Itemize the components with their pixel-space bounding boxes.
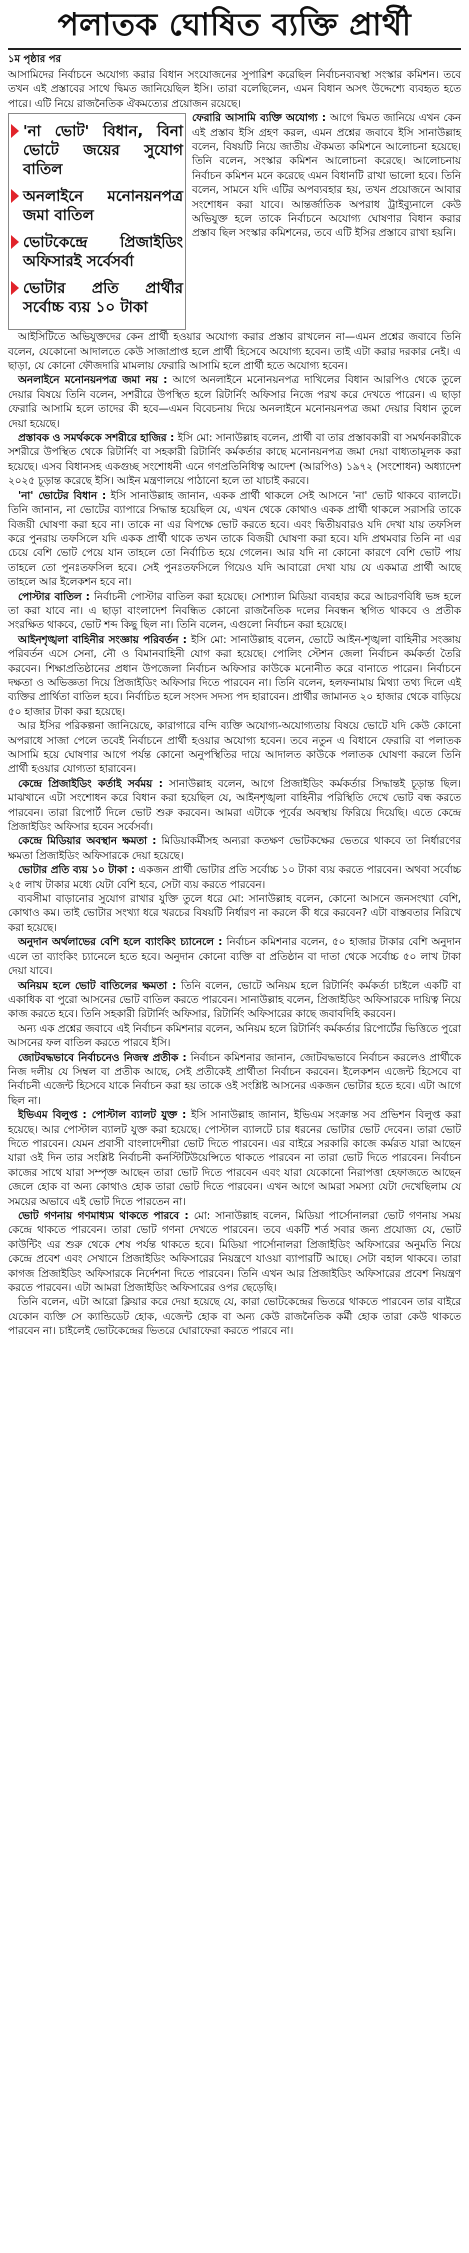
subheading: অনিয়ম হলে ভোট বাতিলের ক্ষমতা :: [18, 979, 177, 992]
highlights-box: [8, 113, 186, 330]
intro-paragraph: আসামিদের নির্বাচনে অযোগ্য করার বিধান সংযোজনের সুপারিশ করেছিল নির্বাচনব্যবস্থা সংস্কার কমিশন। তবে তখন এই প্রস্তাবের সাথে দ্বিমত জানিয়েছিল ইসি। তারা বলেছিলেন, এমন বিধান অসৎ উদ্দেশ্যে ব্যবহৃত হতে পারে। এটি নিয়ে রাজনৈতিক ঐকমত্যের প্রয়োজন রয়েছে।: [8, 69, 461, 110]
continuation-label: ১ম পৃষ্ঠার পর: [8, 54, 61, 65]
subheading: কেন্দ্রে মিডিয়ার অবস্থান ক্ষমতা :: [18, 835, 157, 848]
paragraph-text: একজন প্রার্থী ভোটার প্রতি সর্বোচ্চ ১০ টাকা ব্যয় করতে পারবেন। অথবা সর্বোচ্চ ২৫ লাখ টাকার মধ্যে যেটা বেশি হবে, সেটা ব্যয় করতে পারবেন।: [8, 864, 461, 891]
paragraph: [8, 1051, 461, 1109]
subheading: 'না' ভোটের বিধান :: [18, 489, 107, 502]
highlight-item: ভোটার প্রতি প্রার্থীর সর্বোচ্চ ব্যয় ১০ টাকা: [9, 279, 183, 317]
paragraph: [8, 633, 461, 719]
article-body: [8, 68, 461, 1339]
highlight-item: অনলাইনে মনোনয়নপত্র জমা বাতিল: [9, 187, 183, 225]
paragraph-text: ব্যবসীমা বাড়ানোর সুযোগ রাখার যুক্তি তুলে ধরে মো: সানাউল্লাহ বলেন, কোনো আসনে জনসংখ্যা বেশি, কোথাও কম। তাই ভোটার সংখ্যা ধরে খরচের বিষয়টি নির্ধারণ না করলে কী ধরে করবেন? এটা বাস্তবতার নিরিখে করা হয়েছে।: [8, 893, 461, 934]
subheading: ভোট গণনায় গণমাধ্যম থাকতে পারবে :: [18, 1210, 189, 1222]
triangle-bullet-icon: [11, 189, 19, 203]
paragraph: [8, 590, 461, 633]
side-paragraph: [192, 111, 461, 330]
highlight-item: 'না ভোট' বিধান, বিনা ভোটে জয়ের সুযোগ বাতিল: [9, 122, 183, 179]
triangle-bullet-icon: [11, 281, 19, 295]
paragraph: [8, 1108, 461, 1209]
paragraph: [8, 892, 461, 935]
paragraph: [8, 979, 461, 1022]
paragraph: [8, 1295, 461, 1338]
paragraph-text: নির্বাচন কমিশনার জানান, জোটবদ্ধভাবে নির্বাচন করলেও প্রার্থীকে নিজ দলীয় যে সিম্বল বা প্রতীক আছে, সেই প্রতীকেই প্রার্থীতা নির্বাচন করবেন। ইলেকশন এজেন্ট হিসেবে বা নির্বাচনী এজেন্ট হিসেবে যাকে নির্বাচন করা হয় তাকে ওই সংশ্লিষ্ট আসনের একজন ভোটার হতে হবে। এটা আগে ছিল না।: [8, 1051, 461, 1107]
subheading: অনুদান অর্থলাভের বেশি হলে ব্যাংকিং চ্যানেলে :: [18, 936, 223, 949]
paragraph-text: আগে দ্বিমত জানিয়ে এখন কেন এই প্রস্তাব ইসি গ্রহণ করল, এমন প্রশ্নের জবাবে ইসি সানাউল্লাহ বলেন, বিষয়টি নিয়ে জাতীয় ঐকমত্য কমিশনে আলোচনা হয়েছে। তিনি বলেন, সংস্কার কমিশন আলোচনা করেছে। আলোচনায় নির্বাচন কমিশন মনে করেছে এমন বিধানটি রাখা ভালো হবে। তিনি বলেন, সামনে যদি এটির অপব্যবহার হয়, তখন প্রয়োজনে আবার সংশোধন করা যাবে। আন্তর্জাতিক অপরাধ ট্রাইব্যুনালে কেউ অভিযুক্ত হলে তাকে নির্বাচনে অযোগ্য ঘোষণার বিধান করার প্রস্তাব ছিল সংস্কার কমিশনের, তবে এটি ইসির প্রস্তাবে রাখা হয়নি।: [192, 112, 461, 240]
paragraph-text: আর ইসির পরিকল্পনা জানিয়েছে, কারাগারে বন্দি ব্যক্তি অযোগ্য-অযোগ্যতায় বিষয়ে ভোটে যদি কেউ কোনো অপরাধে সাজা পেলে তবেই নির্বাচনে প্রার্থী হওয়ার অযোগ্য হবেন। তবে নতুন এ বিধানে ফেরারি বা পলাতক আসামি হয়ে ঘোষণার আগে পর্যন্ত কোনো অনুপস্থিতির দায়ে আদালত কাউকে পলাতক ঘোষণা করলে তিনি প্রার্থী হওয়ার যোগ্যতা হারাবেন।: [8, 720, 461, 776]
paragraph-text: আইসিটিতে অভিযুক্তদের কেন প্রার্থী হওয়ার অযোগ্য করার প্রস্তাব রাখলেন না—এমন প্রশ্নের জবাবে তিনি বলেন, যেকোনো আদালতে কেউ সাজাপ্রাপ্ত হলে প্রার্থী হিসেবে অযোগ্য হবেন। তাই এটা করার দরকার নেই। এ ছাড়া, যে কোনো ফৌজদারি মামলায় ফেরারি আসামি হলে প্রার্থী হতে অযোগ্য হবেন।: [8, 331, 461, 373]
paragraph-text: মিডিয়াকর্মীসহ অন্যরা কতক্ষণ ভোটকক্ষের ভেতরে থাকবে তা নির্ধারণের ক্ষমতা প্রিজাইডিং অফিসারকে দেয়া হয়েছে।: [8, 835, 462, 862]
paragraph: [8, 1022, 461, 1051]
paragraph-text: আগে অনলাইনে মনোনয়নপত্র দাখিলের বিধান আরপিও থেকে তুলে দেয়ার বিষয়ে তিনি বলেন, সশরীরে উপস্থিত হলে রিটার্নিং অফিসার নিজে পরখ করে দেখতে পারেন। এ ছাড়া ফেরারি আসামি হলে তাদের কী হবে—এমন বিবেচনায় দিয়ে অনলাইনে মনোনয়নপত্র জমা দেয়ার বিধান তুলে দেয়া হয়েছে।: [8, 374, 461, 430]
paragraph-text: মো: সানাউল্লাহ বলেন, মিডিয়া পার্সোনালরা ভোট গণনায় সময় কেন্দ্রে থাকতে পারবেন। তারা ভোট গণনা দেখতে পারবেন। তবে একটি শর্ত সবার জন্য প্রযোজ্য যে, ভোট কাউন্টিং এর শুরু থেকে শেষ পর্যন্ত থাকতে হবে। মিডিয়া পার্সোনালরা প্রিজাইডিং অফিসারের অনুমতি নিয়ে কেন্দ্রে প্রবেশ এবং সেখানে প্রিজাইডিং অফিসারের নিয়ন্ত্রণে যাওয়া ব্যাপারটি আছে। সেটা বহাল থাকবে। তারা কাগজ প্রিজাইডিং অফিসারকে নির্দেশনা দিতে পারবেন। তিনি এখন আর প্রিজাইডিং অফিসারের প্রবেশ নিয়ন্ত্রণ করতে পারবেন। এটা আমরা প্রিজাইডিং অফিসারের ওপর ছেড়েছি।: [8, 1210, 461, 1295]
triangle-bullet-icon: [11, 124, 19, 138]
paragraph: [8, 373, 461, 431]
paragraph: [8, 431, 461, 489]
subheading: পোস্টার বাতিল :: [18, 590, 90, 603]
paragraph: [8, 777, 461, 835]
paragraph-text: অন্য এক প্রশ্নের জবাবে এই নির্বাচন কমিশনার বলেন, অনিয়ম হলে রিটার্নিং কর্মকর্তার রিপোর্টের ভিত্তিতে পুরো আসনের ফল বাতিল করতে পারবে ইসি।: [8, 1022, 461, 1050]
headline: পলাতক ঘোষিত ব্যক্তি প্রার্থী: [57, 7, 412, 43]
subheading: ভোটার প্রতি ব্যয় ১০ টাকা :: [18, 864, 136, 877]
paragraph: [8, 863, 461, 892]
subheading: ফেরারি আসামি ব্যক্তি অযোগ্য :: [192, 112, 327, 125]
highlight-item: ভোটকেন্দ্রে প্রিজাইডিং অফিসারই সর্বেসর্বা: [9, 233, 183, 271]
paragraph: [8, 489, 461, 590]
paragraph-text: ইসি মো: সানাউল্লাহ বলেন, প্রার্থী বা তার প্রস্তাবকারী বা সমর্থনকারীকে সশরীরে উপস্থিত থেকে রিটার্নিং বা সহকারী রিটার্নিং কর্মকর্তার কাছে মনোনয়নপত্র জমা দেয়া বাধ্যতামূলক করা হয়েছে। এসব বিধানসহ একগুচ্ছ সংশোধনী এনে গণপ্রতিনিধিত্ব আদেশ (আরপিও) ১৯৭২ (সংশোধন) অধ্যাদেশ ২০২৫ চূড়ান্ত করেছে ইসি। আইন মন্ত্রণালয়ে পাঠানো হলে তা যাচাই করবে।: [8, 432, 462, 488]
paragraph-text: তিনি বলেন, ভোটে অনিয়ম হলে রিটার্নিং কর্মকর্তা চাইলে একটি বা একাধিক বা পুরো আসনের ভোট বাতিল করতে পারবেন। সানাউল্লাহ বলেন, প্রিজাইডিং অফিসারকে দায়িত্ব নিয়ে কাজ করতে হবে। তিনি সহকারী রিটার্নিং অফিসার, রিটার্নিং অফিসারের কাছে জবাবদিহি করবেন।: [8, 979, 462, 1021]
paragraph: [8, 1209, 461, 1295]
paragraph: [8, 719, 461, 777]
subheading: কেন্দ্রে প্রিজাইডিং কর্তাই সর্বময় :: [18, 777, 163, 790]
triangle-bullet-icon: [11, 235, 19, 249]
article-page: [0, 6, 469, 2253]
paragraph-text: ইসি সানাউল্লাহ জানান, ইভিএম সংক্রান্ত সব প্রভিশন বিলুপ্ত করা হয়েছে। আর পোস্টাল ব্যালট যুক্ত করা হয়েছে। পোস্টাল ব্যালটে চার ধরনের ভোটার ভোট দেবেন। তারা ভোট দিতে পারবেন। যেমন প্রবাসী বাংলাদেশীরা ভোট দিতে পারবেন। এর বাইরে সরকারি কাজে কর্মরত যারা আছেন যারা ওই দিন তার সংশ্লিষ্ট নির্বাচনী কনস্টিটিউয়েন্সিতে থাকতে পারবেন না তারা ভোট দিতে পারবেন। নির্বাচন কাজের সাথে যারা সম্পৃক্ত আছেন তারা ভোট দিতে পারবেন এবং যারা যেকোনো নিরাপত্তা হেফাজতে আছেন জেলে হোক বা অন্য কোথাও হোক তারা ভোট দিতে পারবেন। এখন আগে আমরা সমস্যা যেটা দেখেছিলাম যে সময়ের অভাবে এই ভোট দিতে পারতেন না।: [8, 1109, 461, 1208]
subheading: ইভিএম বিলুপ্ত : পোস্টাল ব্যালট যুক্ত :: [18, 1109, 187, 1122]
paragraph-text: নির্বাচনী পোস্টার বাতিল করা হয়েছে। সোশ্যাল মিডিয়া ব্যবহার করে আচরণবিধি ভঙ্গ হলে তা করা যাবে না। এ ছাড়া বাংলাদেশ নিবন্ধিত কোনো রাজনৈতিক দলের নিবন্ধন স্থগিত থাকবে ও প্রতীক সংরক্ষিত থাকবে, ভোট শব্দ কিছু ছিল না। তিনি বলেন, এগুলো নির্বাচন করা হয়েছে।: [8, 590, 462, 632]
paragraph: [8, 330, 461, 373]
paragraph-text: সানাউল্লাহ বলেন, আগে প্রিজাইডিং কর্মকর্তার সিদ্ধান্তই চূড়ান্ত ছিল। মাঝখানে এটা সংশোধন করে বিধান করা হয়েছিল যে, আইনশৃঙ্খলা বাহিনীর পরিস্থিতি দেখে ভোট বন্ধ করতে পারবেন। তারা রিপোর্ট দিলে ভোট শুরু করবেন। আমরা এটাকে পূর্বের অবস্থায় ফিরিয়ে দিয়েছি। এতে কেন্দ্রে প্রিজাইডিং অফিসার হবেন সর্বেসর্বা।: [8, 777, 461, 834]
subheading: অনলাইনে মনোনয়নপত্র জমা নয় :: [18, 374, 168, 387]
subheading: আইনশৃঙ্খলা বাহিনীর সংজ্ঞায় পরিবর্তন :: [18, 633, 187, 646]
paragraph-text: ইসি সানাউল্লাহ জানান, একক প্রার্থী থাকলে সেই আসনে 'না' ভোট থাকবে ব্যালটে। তিনি জানান, না ভোটের ব্যাপারে সিদ্ধান্ত হয়েছিল যে, এখন থেকে কোথাও একক প্রার্থী থাকলে সরাসরি তাকে বিজয়ী ঘোষণা করা হবে না। তাকে না এর বিপক্ষে ভোট করতে হবে। এবং দ্বিতীয়বারও যদি দেখা যায় তফসিল করে পুনরায় তফসিলে যদি একক প্রার্থী থাকে তখন তাকে বিজয়ী ঘোষণা করা হবে। যদি প্রথমবার তিনি না এর চেয়ে বেশি ভোট পেয়ে যান তাহলে তো নির্বাচিত হয়ে গেলেন। আর যদি না কোনো কারণে বেশি ভোট পায় তাহলে তো পুনঃতফসিল হবে। সেই পুনঃতফসিলে গিয়েও যদি আবারো দেখা যায় যে একমাত্র প্রার্থী আছে তাহলে আর ইলেকশন হবে না।: [8, 489, 462, 589]
paragraph-text: নির্বাচন কমিশনার বলেন, ৫০ হাজার টাকার বেশি অনুদান এলে তা ব্যাংকিং চ্যানেলে হতে হবে। অনুদান কোনো ব্যক্তি বা প্রতিষ্ঠান বা দাতা থেকে সর্বোচ্চ ৫০ লাখ টাকা দেয়া যাবে।: [8, 936, 461, 978]
paragraph: [8, 834, 461, 863]
sidebar-wrap: [8, 111, 461, 330]
paragraph-text: তিনি বলেন, এটা আরো ক্লিয়ার করে দেয়া হয়েছে যে, কারা ভোটকেন্দ্রের ভিতরে থাকতে পারবেন তার বাইরে যেকোন ব্যক্তি সে ক্যান্ডিডেট হোক, এজেন্ট হোক বা অন্য কেউ রাজনৈতিক কর্মী হোক তারা কেউ থাকতে পারবেন না। চাইলেই ভোটকেন্দ্রের ভিতরে ঘোরাফেরা করতে পারবে না।: [8, 1296, 461, 1338]
headline-divider: [8, 48, 461, 50]
paragraph: [8, 935, 461, 978]
paragraph-text: ইসি মো: সানাউল্লাহ বলেন, ভোটে আইন-শৃঙ্খলা বাহিনীর সংজ্ঞায় পরিবর্তন এসে সেনা, নৌ ও বিমানবাহিনী যোগ করা হয়েছে। পোলিং স্টেশন জেলা নির্বাচন কর্মকর্তা তৈরি করবেন। শিক্ষাপ্রতিষ্ঠানের প্রধান উপজেলা নির্বাচন অফিসার কাউকে মনোনীত করে বানাতে পারেন। নির্বাচনে দক্ষতা ও অভিজ্ঞতা দিয়ে প্রিজাইডিং অফিসার দিতে পারবেন না। তিনি বলেন, হলফনামায় মিথ্যা তথ্য দিলে এই ব্যক্তির প্রার্থিতা বাতিল হবে। নির্বাচিত হলে সংসদ সদস্য পদ হারাবেন। প্রার্থীর জামানত ২০ হাজার থেকে বাড়িয়ে ৫০ হাজার টাকা করা হয়েছে।: [8, 633, 461, 718]
subheading: প্রস্তাবক ও সমর্থককে সশরীরে হাজির :: [18, 432, 175, 445]
subheading: জোটবদ্ধভাবে নির্বাচনেও নিজস্ব প্রতীক :: [18, 1051, 187, 1064]
